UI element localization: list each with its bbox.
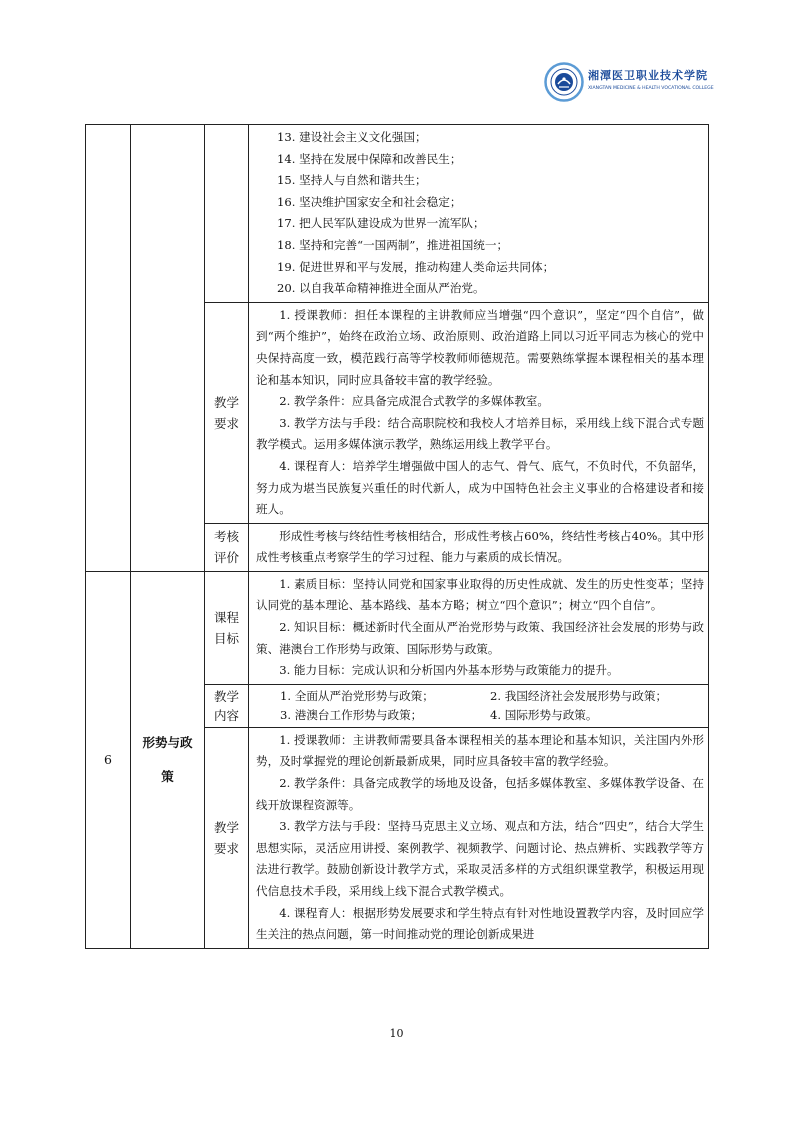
list-item: 3. 港澳台工作形势与政策； (280, 707, 423, 722)
evaluation-cell (249, 523, 709, 571)
paragraph: 3. 教学方法与手段：坚持马克思主义立场、观点和方法，结合“四史”，结合大学生思想实际，灵活应用讲授、案例教学、视频教学、问题讨论、热点辨析、实践教学等方法进行教学。鼓励创新设计教学方式，采取灵活多样的方式组织课堂教学，积极运用现代信息技术手段，采用线上线下混合式教学模式。 (256, 819, 704, 898)
name-cell-empty (131, 125, 205, 572)
course-table (85, 124, 709, 949)
list-item: 4. 国际形势与政策。 (490, 707, 598, 722)
row-label: 教学要求 (205, 302, 249, 523)
row-label: 教学内容 (205, 684, 249, 727)
requirements-cell (249, 302, 709, 523)
table-row (86, 571, 709, 684)
school-name: 湘潭医卫职业技术学院 (588, 69, 708, 82)
page-number: 10 (389, 1027, 404, 1040)
paragraph: 2. 教学条件：应具备完成混合式教学的多媒体教室。 (279, 394, 549, 409)
list-item: 1. 全面从严治党形势与政策； (280, 688, 434, 703)
list-item: 17. 把人民军队建设成为世界一流军队； (277, 216, 485, 231)
content-cell (249, 684, 709, 727)
list-item: 18. 坚持和完善“一国两制”，推进祖国统一； (277, 237, 509, 252)
paragraph: 1. 授课教师：主讲教师需要具备本课程相关的基本理论和基本知识，关注国内外形势，及时掌握党的理论创新最新成果，同时应具备较丰富的教学经验。 (256, 732, 704, 769)
list-item: 2. 我国经济社会发展形势与政策； (490, 688, 668, 703)
goals-cell (249, 571, 709, 684)
paragraph: 1. 授课教师：担任本课程的主讲教师应当增强“四个意识”，坚定“四个自信”，做到“两个维护”，始终在政治立场、政治原则、政治道路上同以习近平同志为核心的党中央保持高度一致，模范践行高等学校教师师德规范。需要熟练掌握本课程相关的基本理论和基本知识，同时应具备较丰富的教学经验。 (256, 307, 704, 387)
paragraph: 3. 教学方法与手段：结合高职院校和我校人才培养目标，采用线上线下混合式专题教学模式。运用多媒体演示教学，熟练运用线上教学平台。 (256, 415, 704, 452)
number-cell-empty (86, 125, 131, 572)
content-list (249, 125, 709, 303)
paragraph: 2. 教学条件：具备完成教学的场地及设备，包括多媒体教室、多媒体教学设备、在线开放课程资源等。 (256, 776, 704, 812)
paragraph: 4. 课程育人：培养学生增强做中国人的志气、骨气、底气，不负时代，不负韶华，努力成为堪当民族复兴重任的时代新人，成为中国特色社会主义事业的合格建设者和接班人。 (256, 458, 704, 517)
paragraph: 1. 素质目标：坚持认同党和国家事业取得的历史性成就、发生的历史性变革；坚持认同党的基本理论、基本路线、基本方略；树立“四个意识”；树立“四个自信”。 (256, 576, 704, 613)
school-name-en: XIANGTAN MEDICINE & HEALTH VOCATIONAL COLLEGE (588, 86, 714, 91)
course-name: 形势与政策 (131, 571, 205, 948)
school-logo (544, 62, 712, 106)
label-cell-empty (205, 125, 249, 303)
list-item: 15. 坚持人与自然和谐共生； (277, 173, 427, 188)
row-label: 教学要求 (205, 727, 249, 948)
paragraph: 3. 能力目标：完成认识和分析国内外基本形势与政策能力的提升。 (279, 663, 619, 678)
row-label: 课程目标 (205, 571, 249, 684)
course-number: 6 (86, 571, 131, 948)
list-item: 14. 坚持在发展中保障和改善民生； (277, 151, 462, 166)
list-item: 20. 以自我革命精神推进全面从严治党。 (277, 281, 485, 296)
paragraph: 形成性考核与终结性考核相结合，形成性考核占60%，终结性考核占40%。其中形成性考核重点考察学生的学习过程、能力与素质的成长情况。 (256, 528, 704, 565)
paragraph: 2. 知识目标：概述新时代全面从严治党形势与政策、我国经济社会发展的形势与政策、港澳台工作形势与政策、国际形势与政策。 (256, 620, 704, 656)
school-emblem-icon (544, 62, 584, 102)
requirements-cell (249, 727, 709, 948)
paragraph: 4. 课程育人：根据形势发展要求和学生特点有针对性地设置教学内容，及时回应学生关注的热点问题，第一时间推动党的理论创新成果进 (256, 905, 704, 942)
row-label: 考核评价 (205, 523, 249, 571)
list-item: 16. 坚决维护国家安全和社会稳定； (277, 194, 462, 209)
table-row (86, 125, 709, 303)
list-item: 19. 促进世界和平与发展，推动构建人类命运共同体； (277, 259, 555, 274)
list-item: 13. 建设社会主义文化强国； (277, 130, 427, 144)
